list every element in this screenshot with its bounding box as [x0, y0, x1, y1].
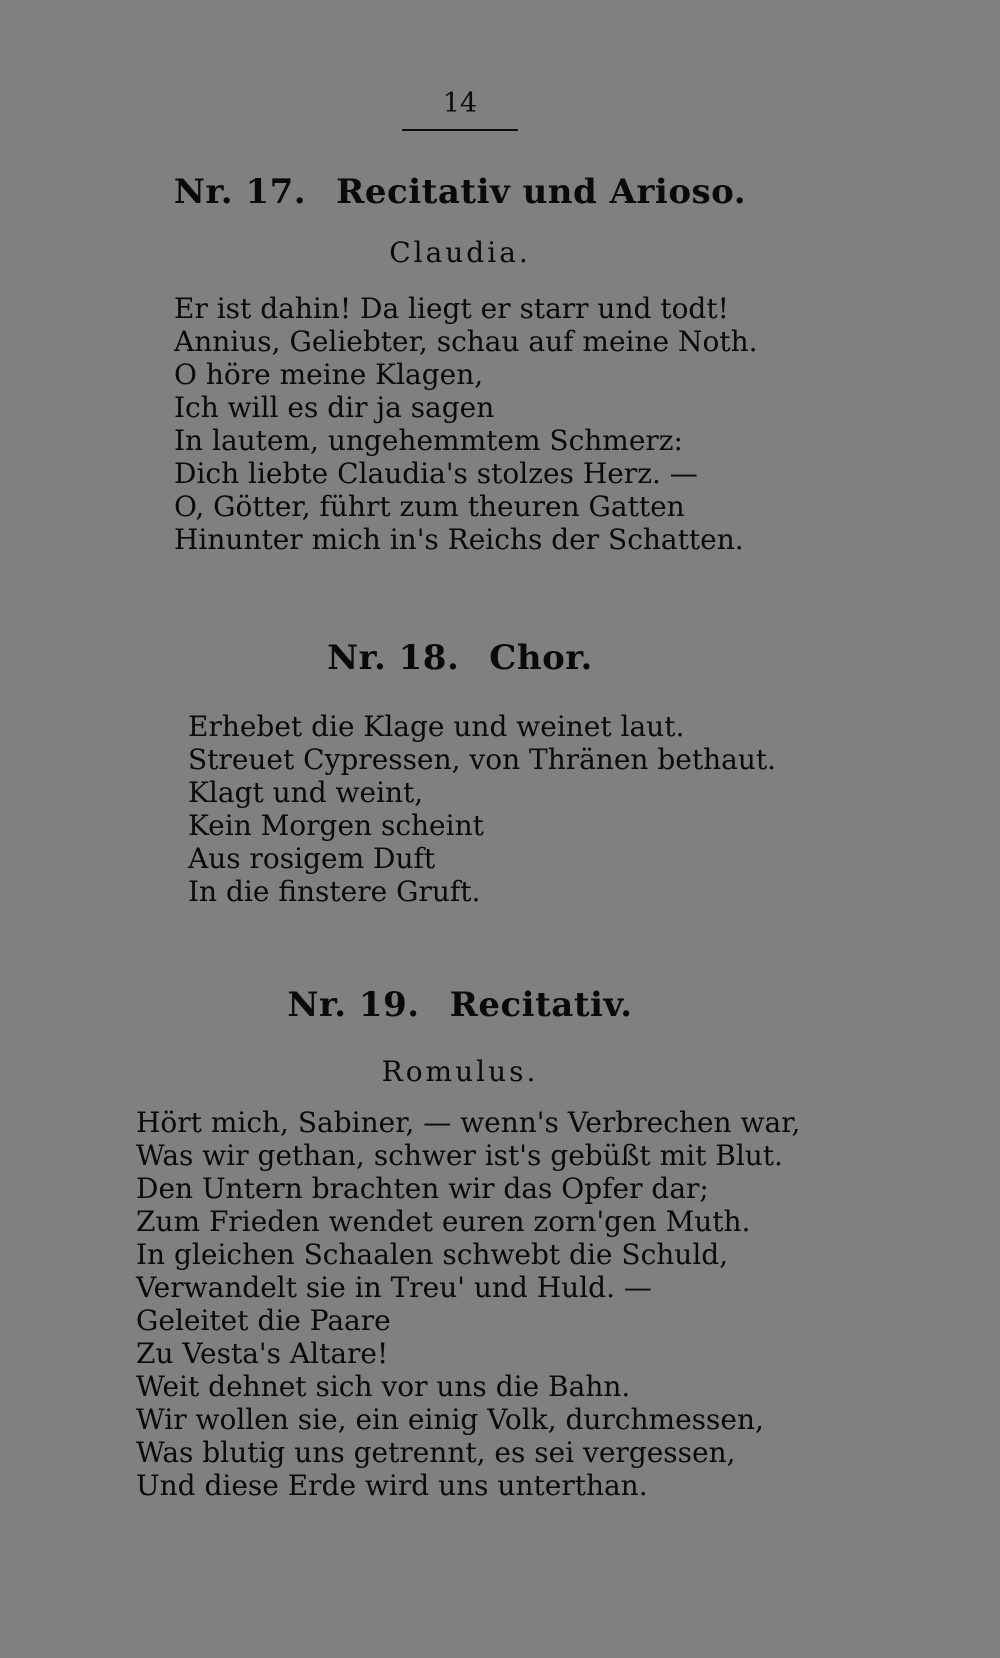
verse-line: Dich liebte Claudia's stolzes Herz. — — [174, 457, 698, 490]
verse-line: O, Götter, führt zum theuren Gatten — [174, 490, 685, 523]
section-heading-18 — [0, 638, 920, 678]
verse-line: Annius, Geliebter, schau auf meine Noth. — [174, 325, 758, 358]
speaker-name: Claudia. — [389, 236, 531, 269]
verse-block-18 — [188, 710, 776, 908]
section-title: Chor. — [489, 638, 593, 678]
verse-line: Zum Frieden wendet euren zorn'gen Muth. — [136, 1205, 751, 1238]
section-number: Nr. 18. — [327, 638, 460, 678]
verse-line: Verwandelt sie in Treu' und Huld. — — [136, 1271, 652, 1304]
verse-line: Den Untern brachten wir das Opfer dar; — [136, 1172, 709, 1205]
verse-line: Geleitet die Paare — [136, 1304, 391, 1337]
verse-line: Aus rosigem Duft — [188, 842, 436, 875]
verse-line: Erhebet die Klage und weinet laut. — [188, 710, 685, 743]
verse-line: Und diese Erde wird uns unterthan. — [136, 1469, 648, 1502]
verse-line: O höre meine Klagen, — [174, 358, 484, 391]
verse-line: Was wir gethan, schwer ist's gebüßt mit Blut. — [136, 1139, 783, 1172]
verse-line: Was blutig uns getrennt, es sei vergessen, — [136, 1436, 736, 1469]
verse-block-19 — [136, 1106, 800, 1502]
verse-line: Hört mich, Sabiner, — wenn's Verbrechen war, — [136, 1106, 801, 1139]
verse-line: In gleichen Schaalen schwebt die Schuld, — [136, 1238, 729, 1271]
verse-line: Ich will es dir ja sagen — [174, 391, 495, 424]
verse-line: Kein Morgen scheint — [188, 809, 484, 842]
speaker-name: Romulus. — [381, 1055, 539, 1088]
verse-line: Weit dehnet sich vor uns die Bahn. — [136, 1370, 631, 1403]
verse-line: Er ist dahin! Da liegt er starr und todt! — [174, 292, 729, 325]
section-heading-19 — [0, 985, 920, 1025]
section-number: Nr. 17. — [173, 172, 307, 212]
section-title: Recitativ. — [449, 985, 633, 1025]
verse-line: Hinunter mich in's Reichs der Schatten. — [174, 523, 744, 556]
page-number: 14 — [442, 88, 478, 119]
verse-block-17 — [174, 292, 758, 556]
verse-line: In die finstere Gruft. — [188, 875, 481, 908]
page-number-rule — [402, 129, 518, 131]
section-heading-17 — [0, 172, 920, 212]
section-title: Recitativ und Arioso. — [336, 172, 747, 212]
verse-line: Wir wollen sie, ein einig Volk, durchmessen, — [136, 1403, 764, 1436]
verse-line: Streuet Cypressen, von Thränen bethaut. — [188, 743, 776, 776]
verse-line: In lautem, ungehemmtem Schmerz: — [174, 424, 683, 457]
verse-line: Klagt und weint, — [188, 776, 424, 809]
verse-line: Zu Vesta's Altare! — [136, 1337, 389, 1370]
section-number: Nr. 19. — [287, 985, 420, 1025]
